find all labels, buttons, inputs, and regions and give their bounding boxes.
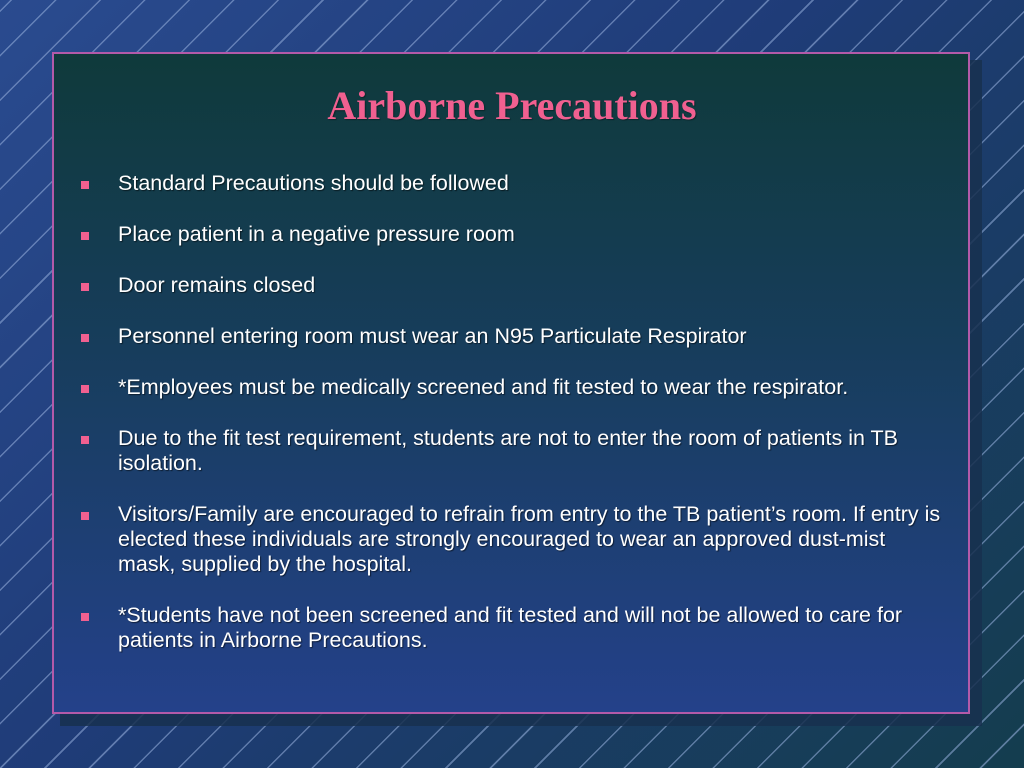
bullet-text: Place patient in a negative pressure room bbox=[118, 222, 515, 246]
square-bullet-icon bbox=[81, 283, 89, 291]
square-bullet-icon bbox=[81, 613, 89, 621]
bullet-text: Due to the fit test requirement, students are not to enter the room of patients in TB isolation. bbox=[118, 426, 899, 475]
bullet-list bbox=[78, 171, 948, 679]
square-bullet-icon bbox=[81, 232, 89, 240]
bullet-text: Visitors/Family are encouraged to refrain from entry to the TB patient’s room. If entry is elected these individuals are strongly encouraged to wear an approved dust-mist mask, supplied by the hospital. bbox=[118, 502, 941, 576]
bullet-text: Standard Precautions should be followed bbox=[118, 171, 509, 195]
square-bullet-icon bbox=[81, 436, 89, 444]
bullet-item-students-not-screened bbox=[78, 603, 948, 653]
bullet-item-students-tb-isolation bbox=[78, 426, 948, 476]
bullet-text: Personnel entering room must wear an N95 Particulate Respirator bbox=[118, 324, 747, 348]
bullet-item-standard-precautions bbox=[78, 171, 948, 196]
bullet-item-n95-respirator bbox=[78, 324, 948, 349]
square-bullet-icon bbox=[81, 385, 89, 393]
slide-title: Airborne Precautions bbox=[327, 83, 697, 128]
bullet-item-negative-pressure-room bbox=[78, 222, 948, 247]
bullet-text: *Students have not been screened and fit tested and will not be allowed to care for patients in Airborne Precautions. bbox=[118, 603, 903, 652]
square-bullet-icon bbox=[81, 512, 89, 520]
bullet-item-door-closed bbox=[78, 273, 948, 298]
square-bullet-icon bbox=[81, 181, 89, 189]
bullet-text: *Employees must be medically screened and fit tested to wear the respirator. bbox=[118, 375, 849, 399]
square-bullet-icon bbox=[81, 334, 89, 342]
bullet-item-visitors-family bbox=[78, 502, 948, 577]
bullet-item-employees-fit-tested bbox=[78, 375, 948, 400]
bullet-text: Door remains closed bbox=[118, 273, 316, 297]
